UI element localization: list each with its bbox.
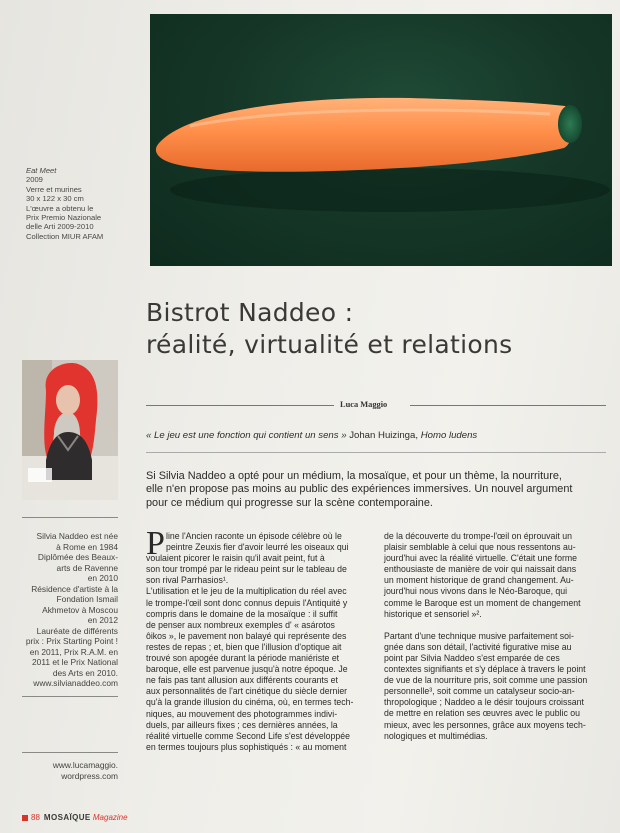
intro-line: elle n'en propose pas moins au public des expériences immersives. Un nouvel argument	[146, 483, 573, 496]
body-line: contextes signifiants et s'y déplace à travers le point	[384, 664, 586, 675]
author-rule-right	[410, 405, 606, 406]
bio-line: 2011 et le Prix National	[32, 657, 118, 667]
body-line: de penser aux nombreux exemples d' « asárotos	[146, 619, 335, 630]
artwork-caption	[26, 166, 144, 241]
portrait-illustration	[22, 360, 118, 500]
bio-line: en 2011, Prix R.A.M. en	[29, 646, 118, 657]
intro-line: pour ce médium qui progresse sur la scène contemporaine.	[146, 496, 433, 509]
artwork-title: Eat Meet	[26, 166, 57, 175]
bio-line: des Arts en 2010.	[52, 667, 118, 678]
bio-line: Résidence d'artiste à la	[31, 583, 118, 594]
body-line: enthousiaste de manière de voir qui naissait dans	[384, 564, 577, 575]
body-line: voulaient picorer le raisin qu'il avait peint, fut à	[146, 553, 325, 564]
drop-cap: P	[146, 525, 165, 562]
artist-portrait-photo	[22, 360, 118, 500]
body-line: historique et sensoriel »².	[384, 608, 482, 619]
bio-line: en 2010	[87, 573, 118, 583]
body-line: aux personnalités de l'art cinétique du siècle dernier	[146, 686, 348, 697]
body-line: de mettre en relation ses œuvres avec le public ou	[384, 708, 580, 719]
caption-note-line: Collection MIUR AFAM	[26, 231, 104, 241]
paragraph-gap	[384, 620, 614, 631]
body-column-1	[146, 525, 376, 753]
body-line: son tour trompé par le rideau peint sur le tableau de	[146, 564, 347, 575]
bio-line: à Rome en 1984	[56, 541, 118, 552]
artist-bio-sidebar	[22, 531, 118, 689]
body-line: plaisir semblable à celui que nous ressentons au-	[384, 542, 576, 553]
body-line: personnelle³, soit comme un catalyseur socio-an-	[384, 686, 575, 697]
body-line: ne fais pas tant allusion aux différents courants et	[146, 675, 338, 686]
body-line: Partant d'une technique musive parfaitement soi-	[384, 630, 574, 641]
sidebar-rule-top	[22, 517, 118, 518]
body-line: mieux, avec les personnes, grâce aux moyens tech-	[384, 719, 586, 730]
author-name: Luca Maggio	[340, 400, 388, 409]
intro-line: Si Silvia Naddeo a opté pour un médium, la mosaïque, et pour un thème, la nourriture,	[146, 470, 562, 482]
caption-note-line: L'œuvre a obtenu le	[26, 203, 94, 213]
body-line: jourd'hui avec la réalité virtuelle. C'était une forme	[384, 553, 578, 564]
author-website-line[interactable]: www.lucamaggio.	[52, 760, 118, 770]
carrot-illustration	[150, 14, 612, 266]
body-line: trouvé son apogée durant la période maniériste et	[146, 653, 340, 664]
body-line: duels, par ailleurs fixes ; ces dernières années, la	[146, 719, 338, 730]
artwork-material: Verre et murines	[26, 184, 82, 194]
title-line: réalité, virtualité et relations	[146, 330, 513, 359]
body-line: ôikos », le pavement non balayé qui représente des	[146, 630, 347, 641]
bio-line: Lauréate de différents	[36, 625, 118, 636]
body-line: son rival Parrhasios¹.	[146, 575, 229, 586]
caption-note-line: delle Arti 2009-2010	[26, 222, 94, 232]
body-line: de vue de la nourriture pris, soit comme une passion	[384, 675, 588, 686]
body-line: le trompe-l'œil sont donc connus depuis l'Antiquité y	[146, 597, 348, 608]
body-line: réalité virtuelle comme Second Life s'est développée	[146, 730, 351, 741]
body-line: restes de repas ; et, bien que l'illusion d'optique ait	[146, 641, 342, 652]
epigraph	[146, 430, 606, 441]
epigraph-author: Johan Huizinga,	[346, 430, 421, 441]
body-line: gnée dans son détail, l'activité figurative mise au	[384, 641, 572, 652]
bio-line: prix : Prix Starting Point !	[25, 636, 118, 646]
body-column-2	[384, 531, 614, 742]
body-line: de la découverte du trompe-l'œil on éprouvait un	[384, 531, 572, 541]
sidebar-rule-bottom	[22, 696, 118, 697]
magazine-brand: MOSAÏQUE	[43, 813, 91, 822]
epigraph-book: Homo ludens	[420, 430, 478, 441]
body-line: un moment historique de grand changement. Au-	[384, 575, 574, 586]
page-number: 88	[31, 813, 40, 822]
bio-line: arts de Ravenne	[56, 562, 118, 573]
article-title	[146, 297, 606, 361]
page-footer	[22, 813, 128, 822]
author-website[interactable]	[22, 760, 118, 782]
body-line: peintre Zeuxis fier d'avoir leurré les oiseaux qui	[166, 542, 349, 553]
bio-line: en 2012	[87, 615, 118, 625]
body-line: thropologique ; Naddeo a le désir toujours croissant	[384, 697, 584, 708]
artist-website-link[interactable]: www.silvianaddeo.com	[33, 678, 118, 688]
epigraph-text: « Le jeu est une fonction qui contient un sens »	[146, 430, 347, 441]
bio-line: Diplômée des Beaux-	[37, 552, 118, 562]
artwork-size: 30 x 122 x 30 cm	[26, 194, 84, 204]
caption-note-line: Prix Premio Nazionale	[26, 213, 102, 223]
body-line: compris dans le domaine de la mosaïque : il suffit	[146, 608, 338, 619]
body-line: baroque, elle est parvenue jusqu'à notre époque. Je	[146, 664, 348, 675]
body-line: line l'Ancien raconte un épisode célèbre où le	[166, 531, 342, 541]
body-line: jourd'hui nous vivons dans le Néo-Baroque, qui	[384, 586, 568, 597]
body-line: nologiques et multimédias.	[384, 730, 488, 741]
body-line: L'utilisation et le jeu de la multiplication du réel avec	[146, 586, 347, 597]
body-line: qu'à la grande illusion du cinéma, où, en termes tech-	[146, 697, 354, 708]
artwork-photo-carrot	[150, 14, 612, 266]
author-website-line[interactable]: wordpress.com	[61, 771, 118, 781]
article-intro	[146, 470, 606, 510]
body-line: point par Silvia Naddeo s'est emparée de ces	[384, 652, 560, 663]
author-rule-left	[146, 405, 334, 406]
bio-line: Akhmetov à Moscou	[42, 604, 118, 615]
intro-rule	[146, 452, 606, 453]
bio-line: Silvia Naddeo est née	[36, 531, 118, 541]
body-line: en termes toujours plus sophistiqués : « au moment	[146, 741, 347, 752]
bio-line: Fondation Ismail	[56, 594, 118, 604]
footer-marker-icon	[22, 815, 28, 821]
title-line: Bistrot Naddeo :	[146, 298, 354, 327]
web-rule	[22, 752, 118, 753]
body-line: niques, au mouvement des photogrammes indivi-	[146, 708, 338, 719]
body-line: comme le Baroque est un moment de changement	[384, 597, 581, 608]
magazine-suffix: Magazine	[90, 813, 128, 822]
artwork-year: 2009	[26, 175, 43, 185]
